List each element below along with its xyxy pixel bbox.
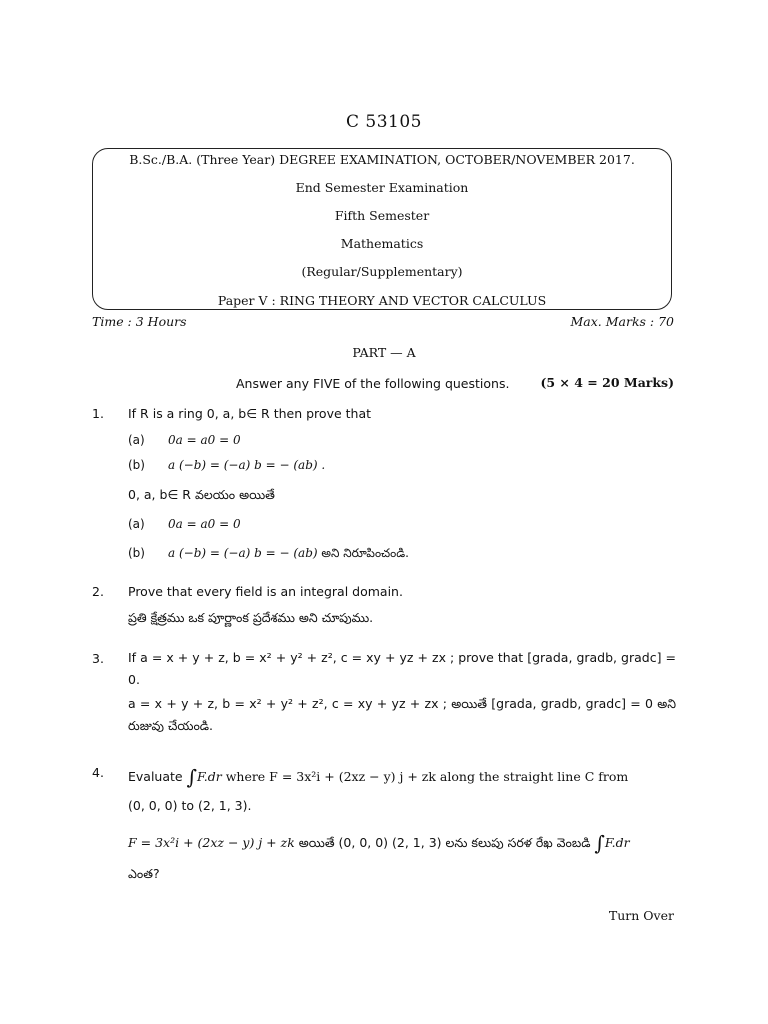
instruction: Answer any FIVE of the following questions.: [236, 376, 510, 391]
q4-english-end: (0, 0, 0) to (2, 1, 3).: [128, 798, 252, 813]
paper-code: C 53105: [346, 112, 422, 132]
max-marks: Max. Marks : 70: [570, 314, 674, 329]
integral-symbol-te: ∫: [594, 831, 605, 855]
exam-category: (Regular/Supplementary): [301, 264, 463, 279]
q1-number: 1.: [92, 406, 104, 421]
q1-te-b-expr: a (−b) = (−a) b = − (ab): [168, 546, 318, 560]
q4-te-mid: అయితే (0, 0, 0) (2, 1, 3) లను కలుపు సరళ రేఖ వెంబడి: [298, 835, 591, 850]
turn-over: Turn Over: [608, 908, 674, 923]
subject: Mathematics: [340, 236, 424, 251]
q4-english-line1: [128, 762, 629, 789]
q3-english: If a = x + y + z, b = x² + y² + z², c = xy + yz + zx ; prove that [grada, gradb, gradc] = 0.: [128, 650, 676, 687]
q1-a-text: 0a = a0 = 0: [168, 433, 241, 447]
q3-number: 3.: [92, 651, 104, 666]
q4-te-integrand: F.dr: [604, 835, 630, 850]
exam-type: End Semester Examination: [295, 180, 469, 195]
q4-telugu-end: ఎంత?: [128, 866, 160, 881]
q1-b-label: (b): [128, 458, 145, 472]
q4-evaluate: Evaluate: [128, 769, 183, 784]
semester: Fifth Semester: [334, 208, 430, 223]
marks-scheme: (5 × 4 = 20 Marks): [540, 375, 674, 390]
q4-te-expr: F = 3x²i + (2xz − y) j + zk: [128, 835, 295, 850]
q1-te-a-text: 0a = a0 = 0: [168, 517, 241, 531]
q4-english-mid: where F = 3x²i + (2xz − y) j + zk along the straight line C from: [225, 769, 629, 784]
paper-title: Paper V : RING THEORY AND VECTOR CALCULUS: [217, 293, 547, 308]
q1-stem: If R is a ring 0, a, b∈ R then prove that: [128, 406, 372, 421]
integral-symbol: ∫: [186, 765, 198, 789]
q1-te-b-label: (b): [128, 546, 145, 560]
exam-title: B.Sc./B.A. (Three Year) DEGREE EXAMINATION, OCTOBER/NOVEMBER 2017.: [129, 152, 635, 167]
q4-integrand: F.dr: [197, 769, 222, 784]
q4-telugu-line1: [128, 828, 630, 854]
q2-telugu: ప్రతి క్షేత్రము ఒక పూర్ణాంక ప్రదేశము అని చూపుము.: [128, 610, 374, 625]
header-box: [92, 148, 672, 310]
q1-te-b-text: [168, 546, 409, 563]
q1-te-b-suffix: అని నిరూపించండి.: [321, 546, 409, 560]
q2-english: Prove that every field is an integral domain.: [128, 584, 403, 599]
q4-number: 4.: [92, 765, 104, 780]
q1-te-a-label: (a): [128, 517, 145, 531]
part-heading: PART — A: [352, 345, 416, 360]
q3-telugu: a = x + y + z, b = x² + y² + z², c = xy + yz + zx ; అయితే [grada, gradb, gradc] = 0 అని రుజువు చేయండి.: [128, 696, 676, 733]
time-allowed: Time : 3 Hours: [92, 314, 187, 329]
q1-a-label: (a): [128, 433, 145, 447]
q1-telugu-stem: 0, a, b∈ R వలయం అయితే: [128, 487, 275, 502]
q2-number: 2.: [92, 584, 104, 599]
q1-b-text: a (−b) = (−a) b = − (ab) .: [168, 458, 326, 472]
